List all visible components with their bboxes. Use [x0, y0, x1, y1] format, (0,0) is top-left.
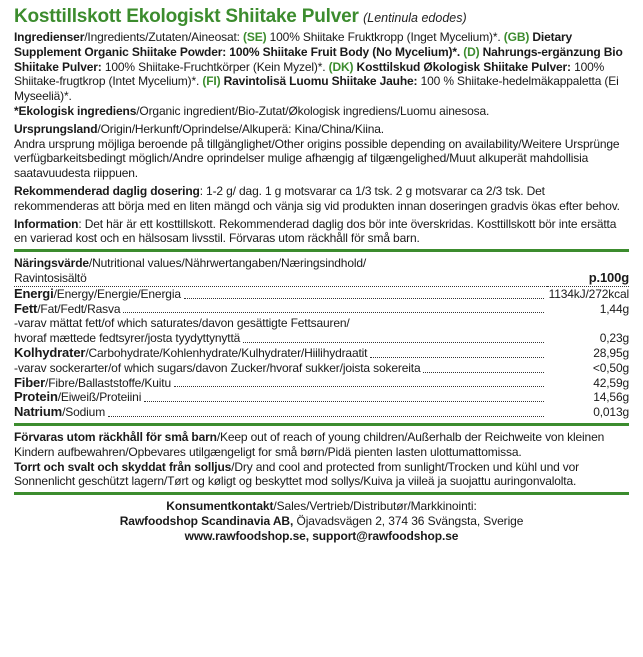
nutrition-row	[14, 286, 629, 301]
se-text: 100% Shiitake Fruktkropp (Inget Mycelium)*.	[266, 30, 504, 44]
nutrient-translations: hvoraf mættede fedtsyrer/josta tyydyttynyttä	[14, 331, 241, 346]
leader-dots	[184, 298, 544, 299]
latin-name: (Lentinula edodes)	[363, 11, 467, 25]
nutrition-row	[14, 376, 629, 391]
nutrient-translations: /Fat/Fedt/Rasva	[37, 301, 121, 316]
nutrient-value: 42,59g	[593, 375, 629, 390]
divider-top	[14, 249, 629, 252]
nutrient-name: Natrium	[14, 404, 63, 420]
leader-dots	[370, 357, 543, 358]
company-name: Rawfoodshop Scandinavia AB,	[119, 514, 294, 529]
ingredients-section	[14, 30, 629, 119]
storage-section	[14, 430, 629, 489]
d-tag: (D)	[463, 44, 480, 59]
nutrient-value: <0,50g	[592, 360, 629, 375]
nutrition-unit-row	[14, 271, 629, 286]
nutrient-name: Fiber	[14, 374, 46, 390]
storage-dry-label: Torrt och svalt och skyddat från solljus	[14, 459, 232, 474]
d-text: 100% Shiitake-Fruchtkörper (Kein Myzel)*.	[101, 59, 329, 74]
nutrient-value: 0,23g	[599, 331, 629, 346]
email-link[interactable]: support@rawfoodshop.se	[312, 529, 459, 544]
storage-kids-label: Förvaras utom räckhåll för små barn	[14, 429, 217, 444]
nutrient-translations: /Eiweiß/Proteiini	[57, 390, 142, 405]
nutrient-value: 1,44g	[599, 301, 629, 316]
fi-text: 100 % Shiitake-hedelmäkappaletta (Ei Myseeliä)*.	[14, 74, 619, 104]
dk-tag: (DK)	[328, 59, 354, 74]
leader-dots	[174, 386, 544, 387]
nutrition-header-label: Näringsvärde	[14, 256, 89, 271]
storage-dry-text: /Dry and cool and protected from sunlight/Trocken und kühl und vor Sonnenlicht geschützt lagern/Tørt og køligt og beskyttet mod sollys/Kuiva ja viileä ja suojattu auringonvalolta.	[14, 459, 580, 489]
storage-kids-text: /Keep out of reach of young children/Außerhalb der Reichweite von kleinen Kindern aufbewahren/Opbevares utilgængeligt for små børn/Pidä pienten lasten ulottumattomissa.	[14, 429, 605, 459]
nutrition-row	[14, 390, 629, 405]
leader-dots	[144, 401, 543, 402]
origin-label: Ursprungsland	[14, 121, 98, 136]
nutrition-header	[14, 256, 629, 271]
contact-section	[14, 499, 629, 544]
nutrition-row	[14, 316, 629, 331]
organic-label: *Ekologisk ingrediens	[14, 103, 137, 118]
nutrient-name: Energi	[14, 285, 54, 301]
ingredients-label: Ingredienser	[14, 30, 85, 44]
contact-label: Konsumentkontakt	[166, 499, 274, 514]
dosage-text: : 1-2 g/ dag. 1 g motsvarar ca 1/3 tsk. 2 g motsvarar ca 2/3 tsk. Det rekommenderas att börja med en liten mängd och vänja sig vid produkten innan doseringen gradvis ökas efter behov.	[14, 183, 620, 213]
origin-label-rest: /Origin/Herkunft/Oprindelse/Alkuperä: Kina/China/Kiina.	[97, 121, 384, 136]
dk-label: Kosttilskud Økologisk Shiitake Pulver:	[356, 59, 571, 74]
nutrition-row	[14, 361, 629, 376]
leader-dots	[123, 312, 543, 313]
information-section	[14, 217, 629, 247]
nutrient-name: Fett	[14, 300, 38, 316]
origin-text: Andra ursprung möjliga beroende på tillgänglighet/Other origins possible depending on availability/Weitere Ursprünge verfügbarkeitsbedingt möglich/Andre oprindelser mulige afhængig af tilgængelighed/Muut alkuperät mahdollisia saatavuudesta riippuen.	[14, 136, 620, 181]
d-label: Nahrungs-ergänzung Bio Shiitake Pulver:	[14, 44, 623, 74]
dosage-label: Rekommenderad daglig dosering	[14, 183, 200, 198]
contact-separator: ,	[305, 529, 313, 544]
fi-label: Ravintolisä Luomu Shiitake Jauhe:	[223, 74, 418, 89]
nutrition-header-line2: Ravintosisältö	[14, 270, 87, 285]
leader-dots	[108, 416, 544, 417]
nutrient-value: 1134kJ/272kcal	[548, 286, 629, 301]
nutrition-row	[14, 405, 629, 420]
nutrient-translations: -varav sockerarter/of which sugars/davon Zucker/hvoraf sukker/joista sokereita	[14, 360, 421, 375]
nutrition-header-rest: /Nutritional values/Nährwertangaben/Næringsindhold/	[88, 256, 367, 271]
nutrient-name: Protein	[14, 389, 58, 405]
company-address: Öjavadsvägen 2, 374 36 Svängsta, Sverige	[293, 514, 524, 529]
fi-tag: (FI)	[202, 74, 221, 89]
information-text: : Det här är ett kosttillskott. Rekommenderad daglig dos bör inte överskridas. Kosttillskott bör inte ersätta en varierad kost och en hälsosam livsstil. Förvaras utom räckhåll för små barn.	[14, 216, 617, 246]
divider-bottom	[14, 423, 629, 426]
nutrient-translations: -varav mättat fett/of which saturates/davon gesättigte Fettsauren/	[14, 316, 350, 331]
product-title: Kosttillskott Ekologiskt Shiitake Pulver	[14, 6, 359, 27]
gb-text: Dietary Supplement Organic Shiitake Powder: 100% Shiitake Fruit Body (No Mycelium)*.	[14, 30, 573, 59]
title-row	[14, 6, 629, 30]
gb-tag: (GB)	[503, 30, 530, 44]
nutrition-row	[14, 331, 629, 346]
nutrient-translations: /Energy/Energie/Energia	[53, 286, 181, 301]
leader-dots	[243, 342, 543, 343]
information-label: Information	[14, 216, 79, 231]
divider-footer	[14, 492, 629, 495]
website-link[interactable]: www.rawfoodshop.se	[184, 529, 306, 544]
nutrient-name: Kolhydrater	[14, 344, 86, 360]
nutrition-row	[14, 346, 629, 361]
contact-label-rest: /Sales/Vertrieb/Distributør/Markkinointi:	[273, 499, 477, 514]
dk-text: 100% Shiitake-frugtkrop (Intet Mycelium)*.	[14, 59, 605, 89]
dosage-section	[14, 184, 629, 214]
ingredients-label-rest: /Ingredients/Zutaten/Aineosat:	[84, 30, 244, 44]
nutrient-value: 14,56g	[593, 390, 629, 405]
per-unit: p.100g	[588, 269, 629, 285]
se-tag: (SE)	[243, 30, 267, 44]
leader-dots	[423, 372, 543, 373]
nutrient-translations: /Sodium	[62, 405, 106, 420]
nutrition-row	[14, 302, 629, 317]
nutrition-table	[14, 256, 629, 420]
nutrient-translations: /Fibre/Ballaststoffe/Kuitu	[45, 375, 171, 390]
nutrient-value: 28,95g	[593, 345, 629, 360]
organic-rest: /Organic ingredient/Bio-Zutat/Økologisk ingrediens/Luomu ainesosa.	[136, 103, 490, 118]
nutrient-value: 0,013g	[593, 405, 629, 420]
origin-section	[14, 122, 629, 181]
nutrient-translations: /Carbohydrate/Kohlenhydrate/Kulhydrater/Hiilihydraatit	[85, 345, 368, 360]
